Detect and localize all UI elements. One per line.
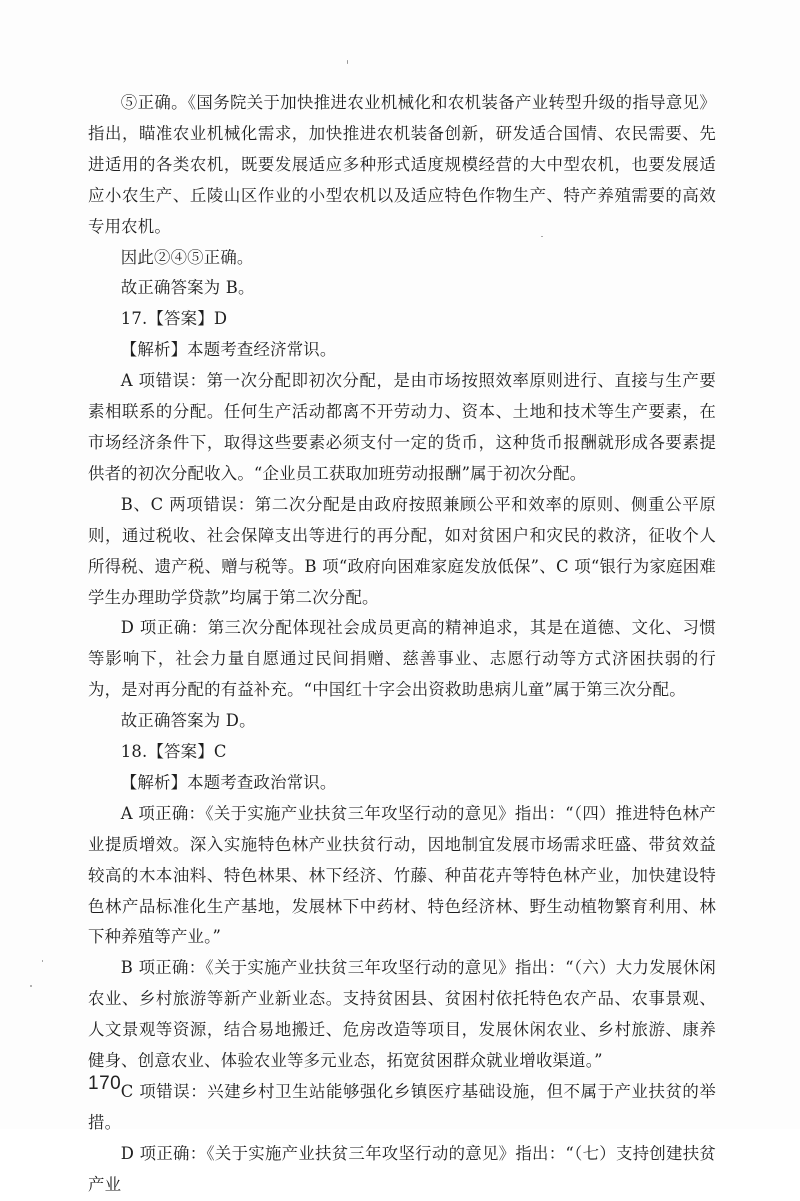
question-17-final-answer: 故正确答案为 D。 [120,711,256,731]
paragraph-point-5: ⑤正确。《国务院关于加快推进农业机械化和农机装备产业转型升级的指导意见》指出，瞄准农业机械化需求，加快推进农机装备创新，研发适合国情、农民需要、先进适用的各类农机，既要发展适应多种形式适度规模经营的大中型农机，也要发展适应小农生产、丘陵山区作业的小型农机以及适应特色作物生产、特产养殖需要的高效专用农机。 [88,93,716,236]
scan-speck [30,985,32,987]
paragraph-conclusion: 因此②④⑤正确。 [120,247,254,267]
question-18-option-a: A 项正确：《关于实施产业扶贫三年攻坚行动的意见》指出：“（四）推进特色林产业提质增效。深入实施特色林产业扶贫行动，因地制宜发展市场需求旺盛、带贫效益较高的木本油料、特色林果、林下经济、竹藤、种苗花卉等特色林产业，加快建设特色林产品标准化生产基地，发展林下中药材、特色经济林、野生动植物繁育利用、林下种养殖等产业。” [88,803,716,947]
scan-speck [347,60,348,64]
question-18-option-b: B 项正确：《关于实施产业扶贫三年攻坚行动的意见》指出：“（六）大力发展休闲农业、乡村旅游等新产业新业态。支持贫困县、贫困村依托特色农产品、农事景观、人文景观等资源，结合易地搬迁、危房改造等项目，发展休闲农业、乡村旅游、康养健身、创意农业、体验农业等多元业态，拓宽贫困群众就业增收渠道。” [88,958,716,1071]
question-18-option-c: C 项错误：兴建乡村卫生站能够强化乡镇医疗基础设施，但不属于产业扶贫的举措。 [88,1082,716,1132]
question-17-analysis-heading: 【解析】本题考查经济常识。 [120,340,337,360]
page-number: 170 [88,1073,122,1094]
question-17-option-a: A 项错误：第一次分配即初次分配，是由市场按照效率原则进行、直接与生产要素相联系的分配。任何生产活动都离不开劳动力、资本、土地和技术等生产要素，在市场经济条件下，取得这些要素必须支付一定的货币，这种货币报酬就形成各要素提供者的初次分配收入。“企业员工获取加班劳动报酬”属于初次分配。 [88,371,716,483]
scan-speck [42,960,43,962]
question-17-option-d: D 项正确：第三次分配体现社会成员更高的精神追求，其是在道德、文化、习惯等影响下，社会力量自愿通过民间捐赠、慈善事业、志愿行动等方式济困扶弱的行为，是对再分配的有益补充。“中国红十字会出资救助患病儿童”属于第三次分配。 [88,618,716,700]
question-17-answer: 17.【答案】D [120,309,228,329]
question-18-analysis-heading: 【解析】本题考查政治常识。 [120,772,337,792]
page-body [88,88,716,1201]
question-18-option-d: D 项正确：《关于实施产业扶贫三年攻坚行动的意见》指出：“（七）支持创建扶贫产业 [88,1143,716,1194]
question-18-answer: 18.【答案】C [120,742,227,762]
paragraph-answer-16: 故正确答案为 B。 [120,278,255,298]
question-17-options-bc: B、C 两项错误：第二次分配是由政府按照兼顾公平和效率的原则、侧重公平原则，通过税收、社会保障支出等进行的再分配，如对贫困户和灾民的救济，征收个人所得税、遗产税、赠与税等。B 项“政府向困难家庭发放低保”、C 项“银行为家庭困难学生办理助学贷款”均属于第二次分配。 [88,494,716,607]
